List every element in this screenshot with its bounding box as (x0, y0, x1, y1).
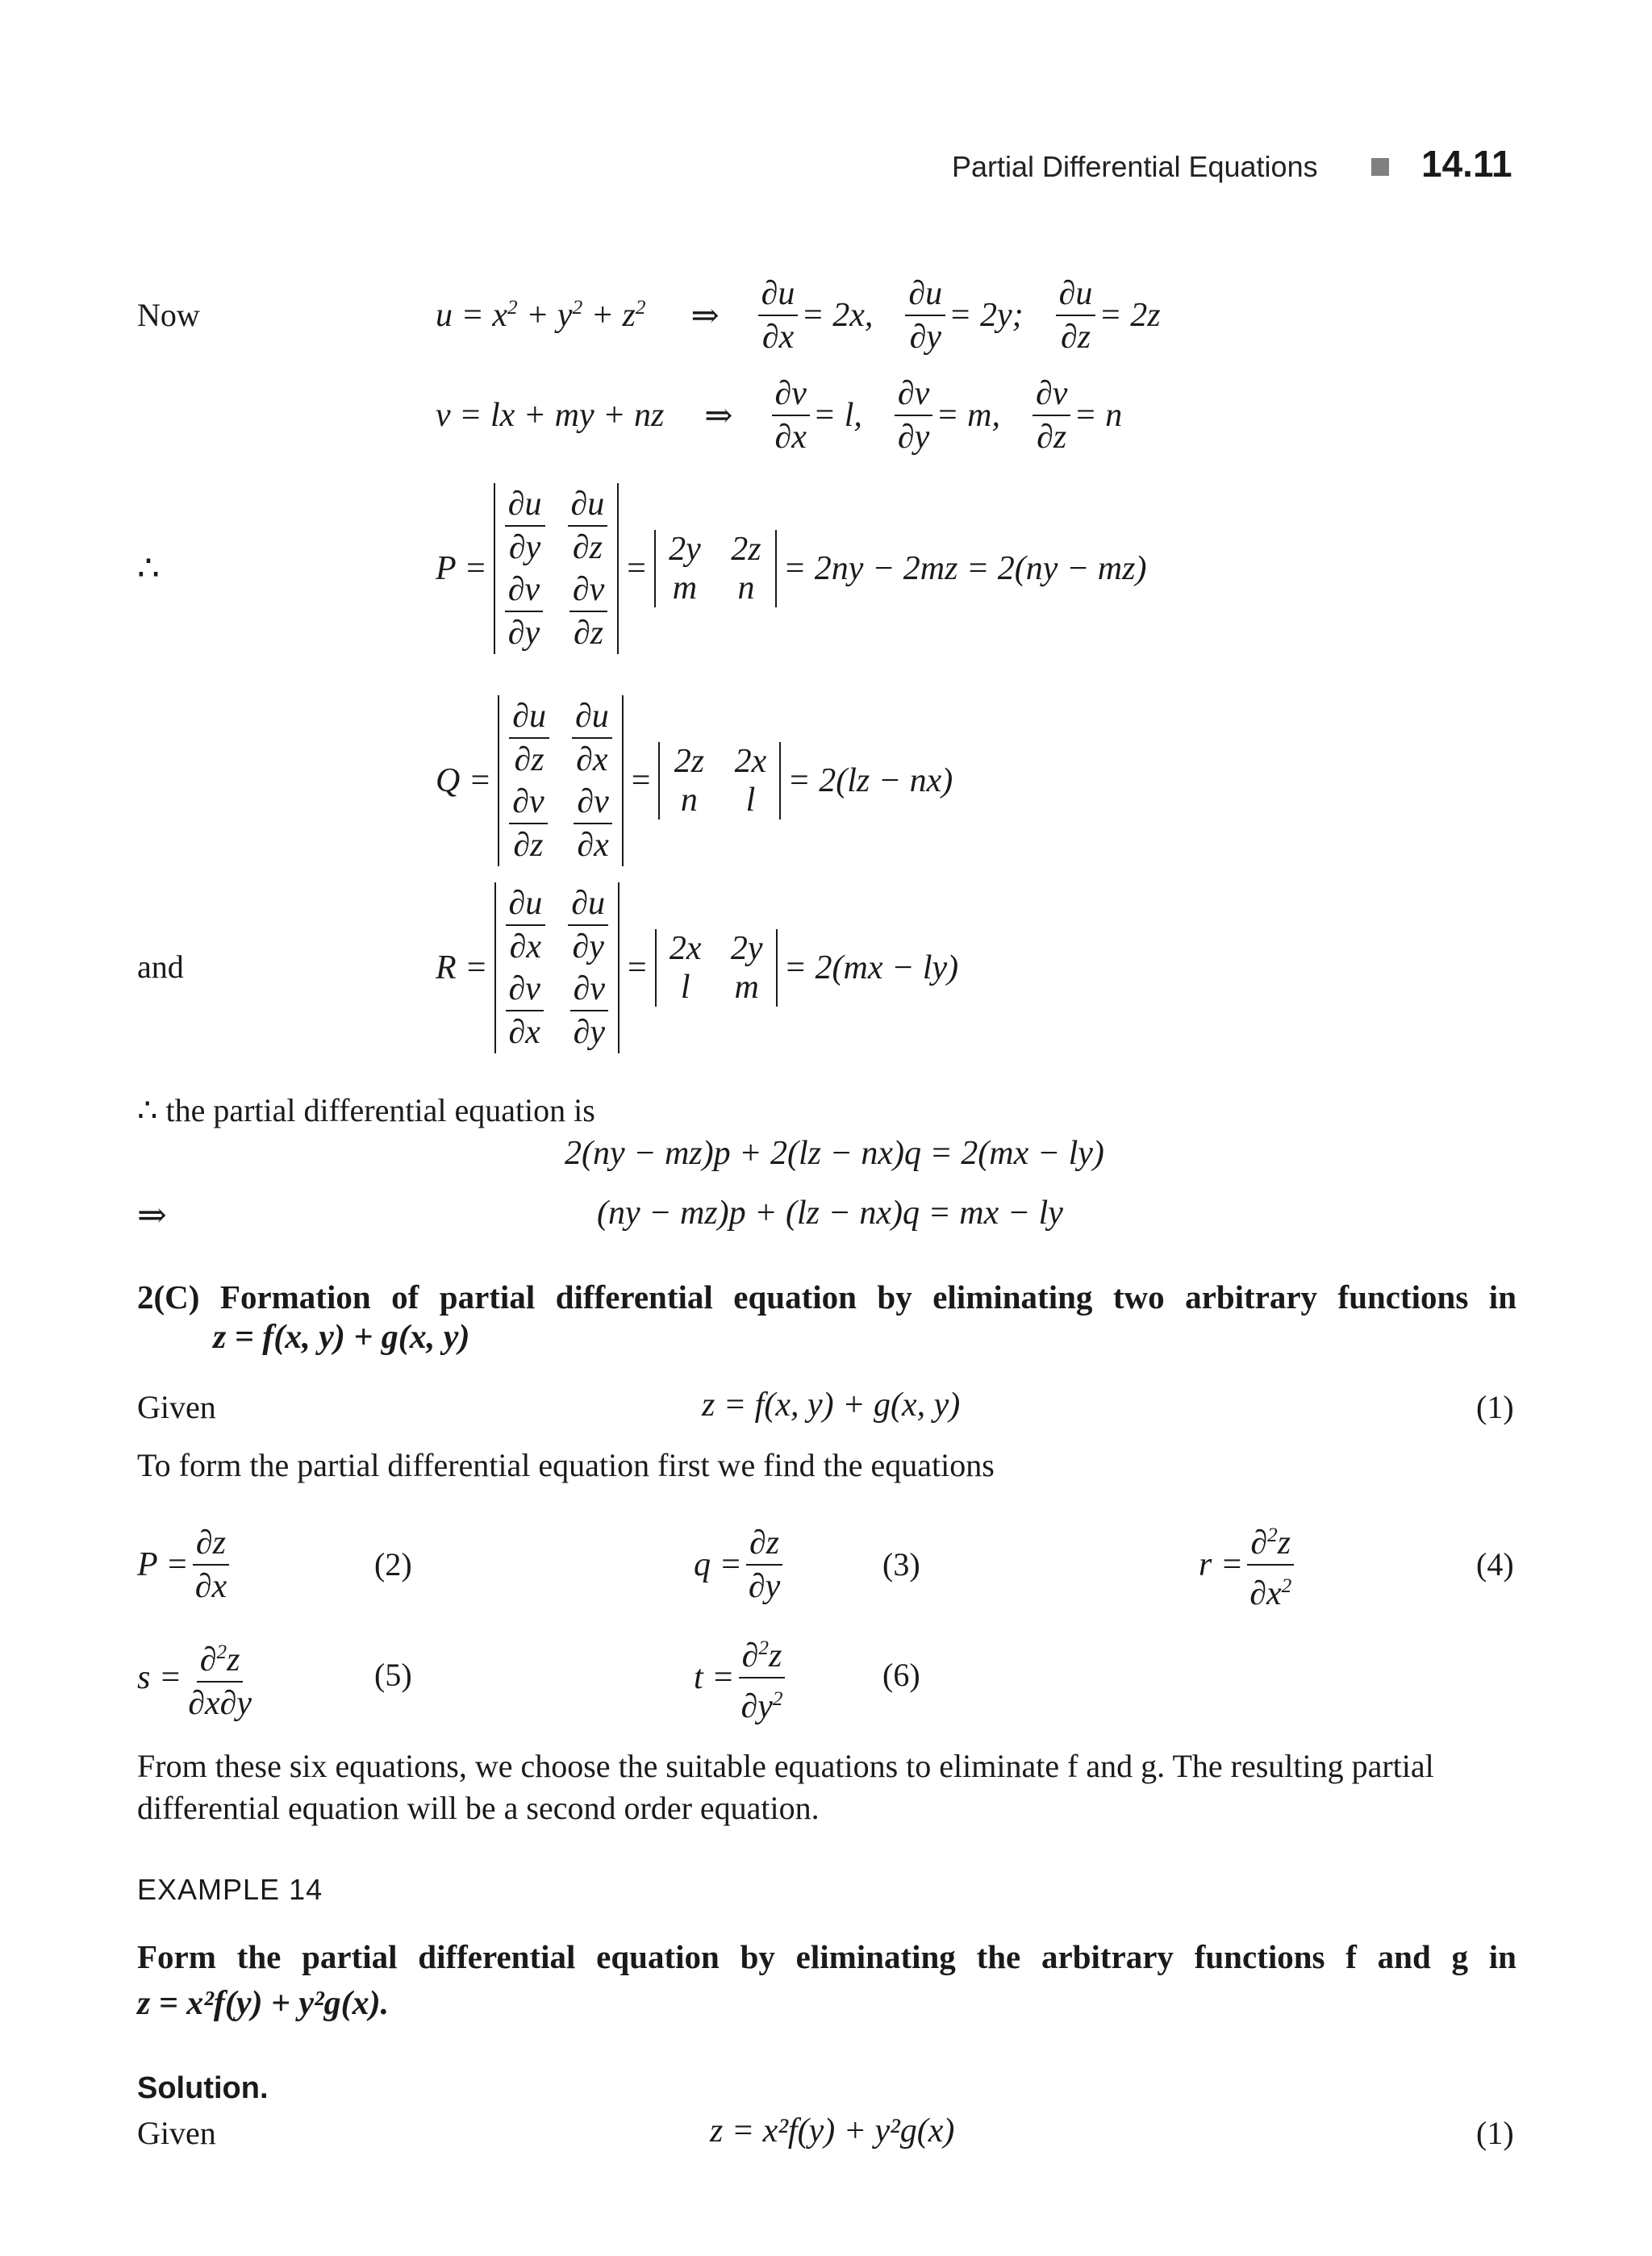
example-statement: Form the partial differential equation by eliminating the arbitrary functions f and g in (137, 1938, 1516, 1975)
du-dx-value: = 2x, (801, 297, 874, 334)
q-definition: q = $\frac{\partial z}{\partial y}$ (694, 1516, 786, 1613)
equation-number-2: (2) (374, 1546, 412, 1583)
p-numeric-matrix: 2y 2z m n (654, 530, 777, 607)
equation-number-4: (4) (1476, 1546, 1514, 1583)
q-determinant-line: Q = $\frac{\partial u}{\partial z}$ $\frac{\partial u}{\partial x}$ $\frac{\partial v}{\partial z}$ $\frac{\partial v}{\partial x}$ = 2z 2x n l = 2(lz − nx) (436, 684, 953, 878)
solution-given-equation: z = x²f(y) + y²g(x) (710, 2112, 955, 2150)
q-lhs: Q = (436, 762, 492, 799)
implies-arrow-2: ⇒ (704, 398, 733, 435)
u-definition: $u = x^2 + y^2 + z^2$ (436, 297, 646, 334)
header-square-icon (1371, 158, 1389, 176)
du-dy-fraction: $\frac{\partial u}{\partial y}$ (905, 273, 945, 358)
du-dz-fraction: $\frac{\partial u}{\partial z}$ (1056, 273, 1096, 358)
pde-equation-2: (ny − mz)p + (lz − nx)q = mx − ly (597, 1195, 1063, 1232)
therefore-symbol: ∴ (137, 548, 160, 588)
p-definition: P = $\frac{\partial z}{\partial x}$ (137, 1516, 233, 1613)
explanation-paragraph: From these six equations, we choose the suitable equations to eliminate f and g. The resulting partial differential equation will be a second order equation. (137, 1748, 1434, 1826)
dv-dx-value: = l, (812, 397, 862, 434)
t-definition: t = $\frac{\partial^2z}{\partial y^2}$ (694, 1629, 790, 1726)
section-heading-formula: z = f(x, y) + g(x, y) (213, 1319, 470, 1356)
q-jacobian-matrix: $\frac{\partial u}{\partial z}$ $\frac{\partial u}{\partial x}$ $\frac{\partial v}{\partial z}$ $\frac{\partial v}{\partial x}$ (498, 695, 624, 866)
du-dy-value: = 2y; (949, 297, 1024, 334)
v-derivatives-line (436, 371, 1122, 460)
p-result: = 2ny − 2mz = 2(ny − mz) (782, 550, 1147, 587)
solution-label: Solution. (137, 2071, 269, 2105)
equation-number-6: (6) (882, 1657, 920, 1693)
solution-given-label: Given (137, 2115, 216, 2151)
given-label: Given (137, 1389, 216, 1425)
u-derivatives-line (436, 271, 1161, 360)
v-definition: v = lx + my + nz (436, 397, 665, 434)
p-lhs: P = (436, 550, 487, 587)
dv-dz-value: = n (1074, 397, 1123, 434)
pde-intro: ∴ the partial differential equation is (137, 1092, 595, 1128)
implies-arrow-3: ⇒ (137, 1195, 167, 1235)
given-equation: z = f(x, y) + g(x, y) (702, 1387, 961, 1424)
example-statement-formula: z = x²f(y) + y²g(x). (137, 1985, 390, 2022)
example-label: EXAMPLE 14 (137, 1873, 323, 1906)
r-numeric-matrix: 2x 2y l m (655, 929, 778, 1007)
p-jacobian-matrix: $\frac{\partial u}{\partial y}$ $\frac{\partial u}{\partial z}$ $\frac{\partial v}{\partial y}$ $\frac{\partial v}{\partial z}$ (494, 483, 620, 654)
section-heading: 2(C) Formation of partial differential equation by eliminating two arbitrary functions in (137, 1278, 1516, 1316)
pde-equation-1: 2(ny − mz)p + 2(lz − nx)q = 2(mx − ly) (565, 1135, 1104, 1172)
s-definition: s = $\frac{\partial^2z}{\partial x\partial y}$ (137, 1629, 258, 1726)
q-numeric-matrix: 2z 2x n l (658, 742, 781, 819)
implies-arrow: ⇒ (690, 298, 720, 335)
solution-equation-number: (1) (1476, 2115, 1514, 2151)
dv-dx-fraction: $\frac{\partial v}{\partial x}$ (772, 373, 810, 458)
du-dz-value: = 2z (1099, 297, 1161, 334)
r-definition: r = $\frac{\partial^2z}{\partial x^2}$ (1199, 1516, 1298, 1613)
p-determinant-line: P = $\frac{\partial u}{\partial y}$ $\frac{\partial u}{\partial z}$ $\frac{\partial v}{\partial y}$ $\frac{\partial v}{\partial z}$ = 2y 2z m n = 2ny − 2mz = 2(ny − mz) (436, 472, 1146, 665)
r-jacobian-matrix: $\frac{\partial u}{\partial x}$ $\frac{\partial u}{\partial y}$ $\frac{\partial v}{\partial x}$ $\frac{\partial v}{\partial y}$ (494, 882, 620, 1053)
equation-number-1: (1) (1476, 1389, 1514, 1425)
running-title: Partial Differential Equations (952, 150, 1318, 183)
and-label: and (137, 949, 184, 985)
r-lhs: R = (436, 949, 488, 986)
r-determinant-line: R = $\frac{\partial u}{\partial x}$ $\frac{\partial u}{\partial y}$ $\frac{\partial v}{\partial x}$ $\frac{\partial v}{\partial y}$ = 2x 2y l m = 2(mx − ly) (436, 871, 958, 1065)
running-header (952, 150, 1318, 184)
intro-text: To form the partial differential equation first we find the equations (137, 1447, 995, 1483)
du-dx-fraction: $\frac{\partial u}{\partial x}$ (758, 273, 799, 358)
dv-dy-fraction: $\frac{\partial v}{\partial y}$ (895, 373, 932, 458)
q-result: = 2(lz − nx) (787, 762, 953, 799)
equation-number-5: (5) (374, 1657, 412, 1693)
dv-dz-fraction: $\frac{\partial v}{\partial z}$ (1032, 373, 1070, 458)
equation-number-3: (3) (882, 1546, 920, 1583)
r-result: = 2(mx − ly) (783, 949, 959, 986)
now-label: Now (137, 297, 200, 333)
page-number: 14.11 (1421, 143, 1512, 185)
dv-dy-value: = m, (936, 397, 1001, 434)
